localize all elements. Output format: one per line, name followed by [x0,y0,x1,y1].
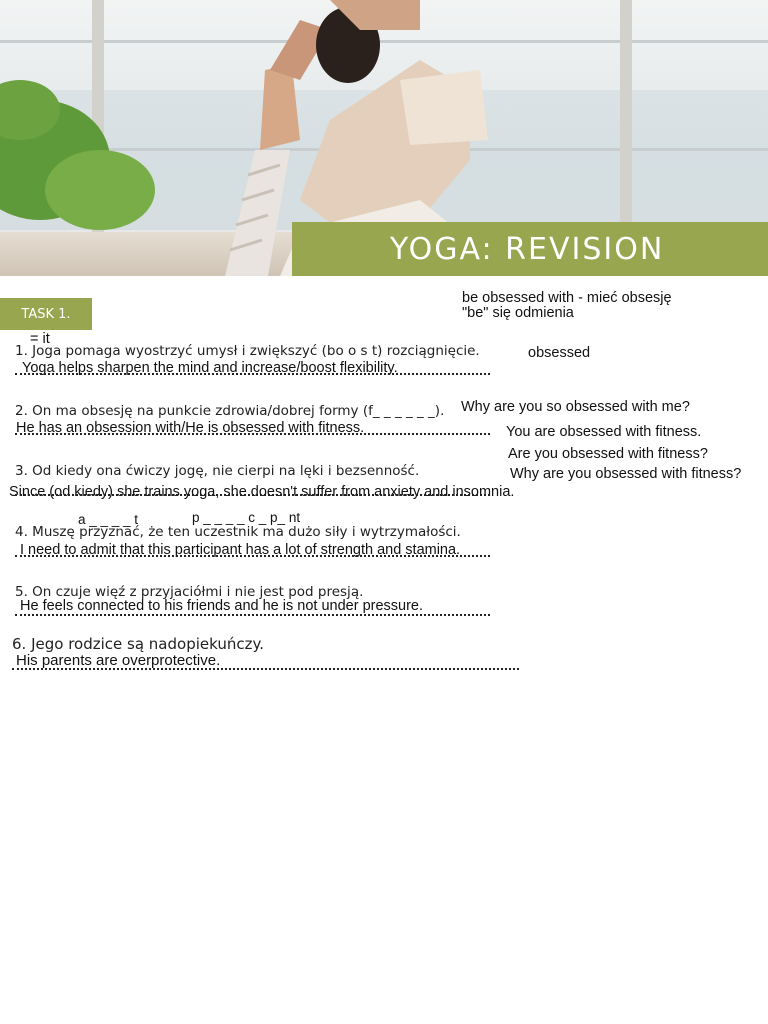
hint-participant: p _ _ _ _ c _ p_ nt [192,510,301,525]
answer-6: His parents are overprotective. [16,652,221,669]
hint-admit: a _ _ _ _ t [78,512,139,527]
question-6: 6. Jego rodzice są nadopiekuńczy. [12,635,264,653]
answer-line [15,494,490,496]
note-question-3: Why are you obsessed with fitness? [510,466,742,482]
note-conjugation: "be" się odmienia [462,305,574,321]
question-3: 3. Od kiedy ona ćwiczy jogę, nie cierpi na lęki i bezsenność. [15,463,420,479]
note-question-2: Are you obsessed with fitness? [508,446,708,462]
question-4: 4. Muszę przyznać, że ten uczestnik ma dużo siły i wytrzymałości. [15,524,461,540]
answer-1: Yoga helps sharpen the mind and increase/boost flexibility. [22,360,398,376]
note-question-1: Why are you so obsessed with me? [461,399,690,415]
note-sentence: You are obsessed with fitness. [506,424,702,440]
question-5: 5. On czuje więź z przyjaciółmi i nie jest pod presją. [15,584,364,600]
header-photo [0,0,768,276]
answer-line [15,555,490,557]
answer-line [15,433,490,435]
answer-3: Since (od kiedy) she trains yoga, she doesn't suffer from anxiety and insomnia. [9,484,515,500]
answer-line [15,373,490,375]
answer-4: I need to admit that this participant has a lot of strength and stamina. [20,542,461,558]
question-2: 2. On ma obsesję na punkcie zdrowia/dobrej formy (f_ _ _ _ _ _). [15,403,445,419]
answer-2: He has an obsession with/He is obsessed with fitness. [16,420,365,436]
page-title: YOGA: REVISION [292,222,768,276]
note-obsessed: obsessed [528,345,591,361]
answer-5: He feels connected to his friends and he is not under pressure. [20,598,424,614]
answer-line [15,614,490,616]
answer-line [12,668,519,670]
task-label: TASK 1. [0,298,92,330]
note-definition: be obsessed with - mieć obsesję [462,290,672,306]
note-equals-it: = it [30,331,50,347]
question-1: 1. Joga pomaga wyostrzyć umysł i zwiększyć (bo o s t) rozciągnięcie. [15,343,480,359]
